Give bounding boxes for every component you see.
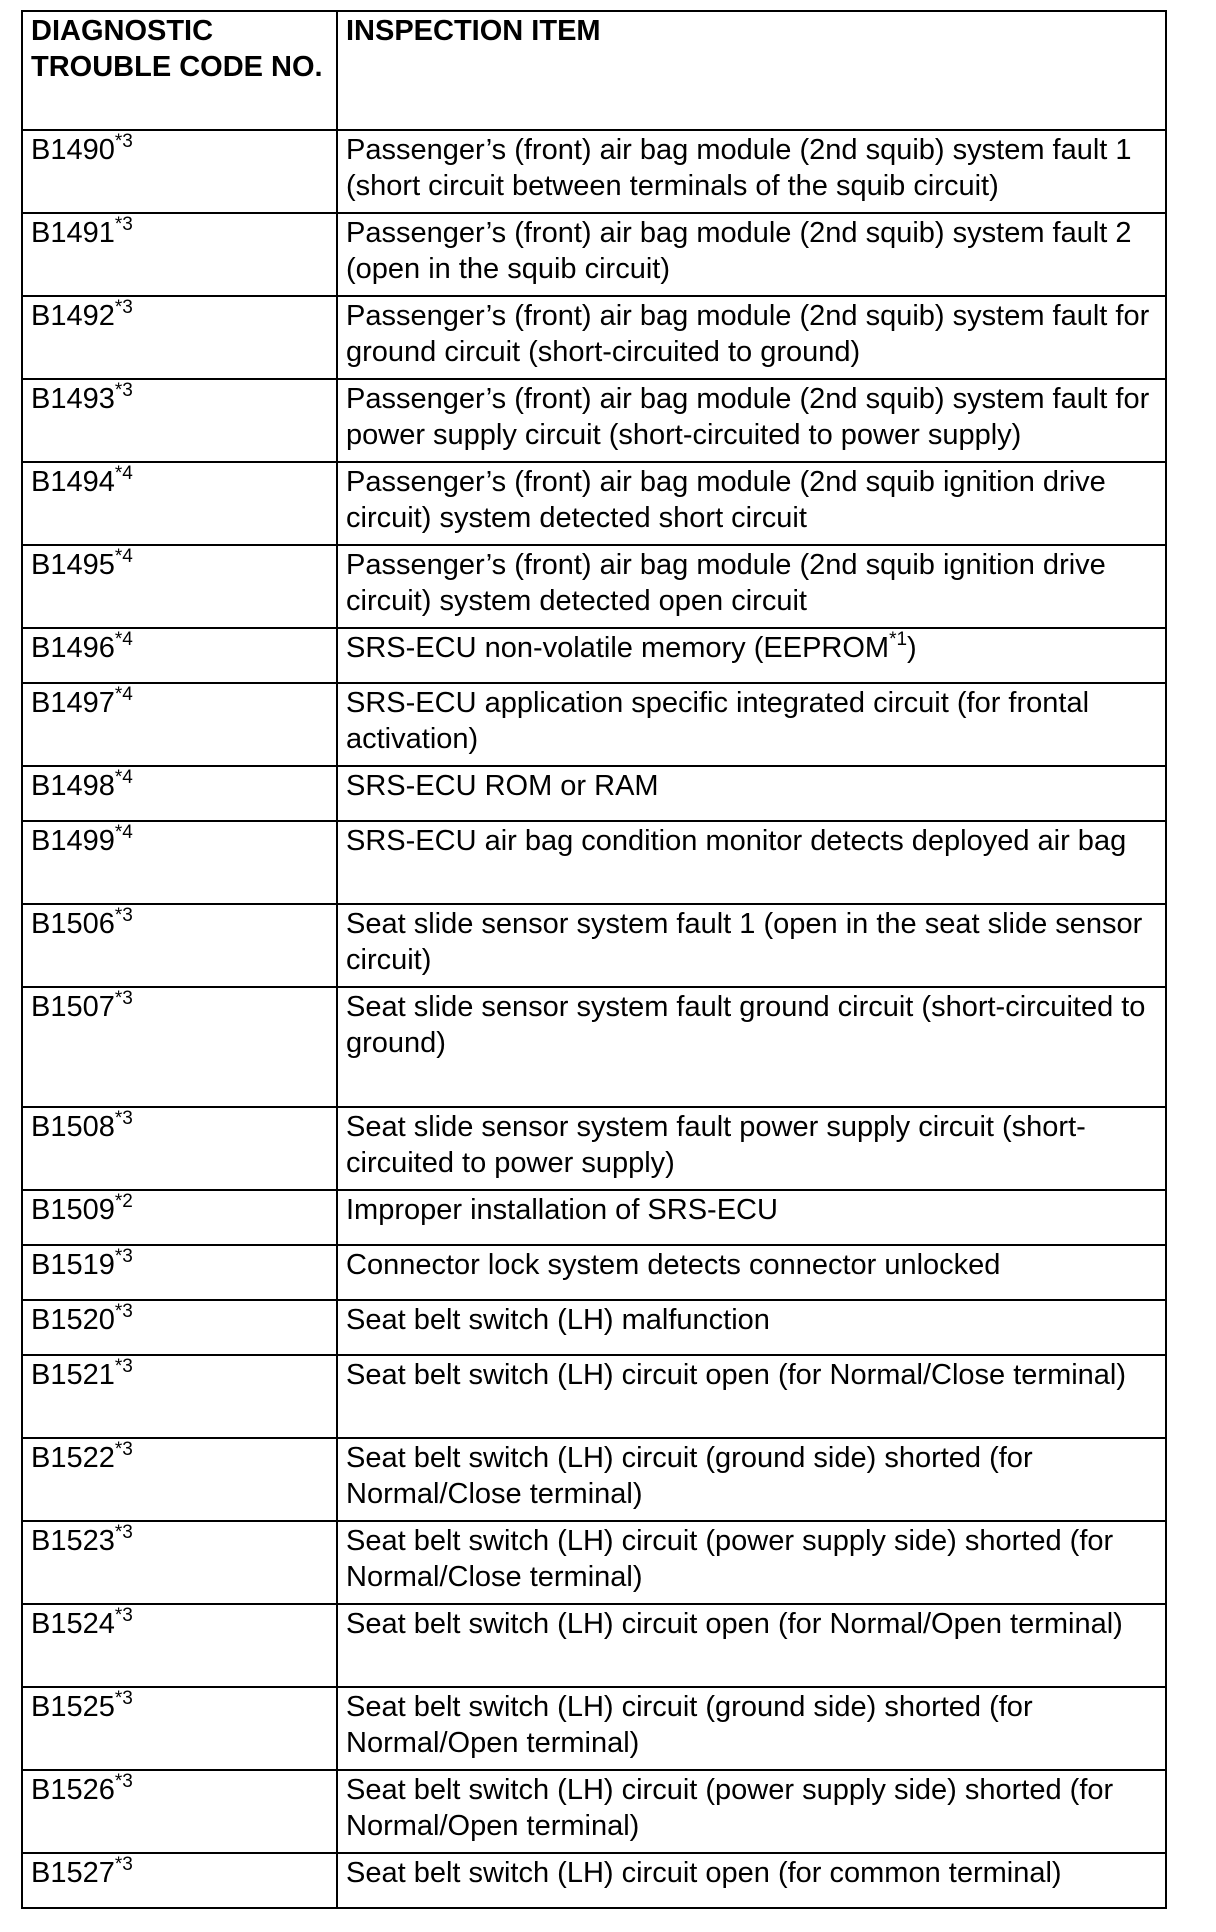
dtc-code: B1524 bbox=[31, 1608, 115, 1640]
inspection-item-cell bbox=[337, 379, 1166, 462]
inspection-item-cell bbox=[337, 130, 1166, 213]
inspection-item-cell bbox=[337, 1521, 1166, 1604]
table-row bbox=[22, 628, 1166, 683]
dtc-code-cell bbox=[22, 683, 337, 766]
dtc-code-cell bbox=[22, 628, 337, 683]
dtc-code: B1527 bbox=[31, 1857, 115, 1889]
dtc-code: B1526 bbox=[31, 1774, 115, 1806]
dtc-code: B1507 bbox=[31, 991, 115, 1023]
dtc-footnote-marker: *2 bbox=[114, 1191, 133, 1212]
inspection-item-text: Seat slide sensor system fault power supply circuit (short-circuited to power supply) bbox=[346, 1111, 1086, 1179]
table-row bbox=[22, 683, 1166, 766]
dtc-footnote-marker: *3 bbox=[114, 1439, 133, 1460]
header-code: DIAGNOSTIC TROUBLE CODE NO. bbox=[22, 11, 337, 130]
dtc-footnote-marker: *3 bbox=[114, 1356, 133, 1377]
dtc-footnote-marker: *3 bbox=[114, 1246, 133, 1267]
dtc-code-cell bbox=[22, 987, 337, 1107]
table-row bbox=[22, 766, 1166, 821]
inspection-item-cell bbox=[337, 296, 1166, 379]
table-row bbox=[22, 296, 1166, 379]
table-row bbox=[22, 545, 1166, 628]
dtc-footnote-marker: *3 bbox=[114, 214, 133, 235]
dtc-code-cell bbox=[22, 1107, 337, 1190]
dtc-code-cell bbox=[22, 130, 337, 213]
dtc-code: B1523 bbox=[31, 1525, 115, 1557]
inspection-item-text: Passenger’s (front) air bag module (2nd squib) system fault 1 (short circuit between terminals of the squib circuit) bbox=[346, 134, 1132, 202]
dtc-code-cell bbox=[22, 1770, 337, 1853]
dtc-footnote-marker: *3 bbox=[114, 297, 133, 318]
dtc-footnote-marker: *4 bbox=[114, 463, 133, 484]
dtc-code: B1492 bbox=[31, 300, 115, 332]
dtc-footnote-marker: *3 bbox=[114, 1854, 133, 1875]
dtc-code: B1509 bbox=[31, 1194, 115, 1226]
dtc-code: B1521 bbox=[31, 1359, 115, 1391]
inspection-item-cell bbox=[337, 987, 1166, 1107]
inspection-item-cell bbox=[337, 1107, 1166, 1190]
inspection-item-text: Improper installation of SRS-ECU bbox=[346, 1194, 778, 1226]
table-row bbox=[22, 1853, 1166, 1908]
table-row bbox=[22, 1107, 1166, 1190]
dtc-code: B1491 bbox=[31, 217, 115, 249]
dtc-footnote-marker: *3 bbox=[114, 1522, 133, 1543]
dtc-code: B1519 bbox=[31, 1249, 115, 1281]
table-row bbox=[22, 1300, 1166, 1355]
table-row bbox=[22, 1604, 1166, 1687]
dtc-code-cell bbox=[22, 766, 337, 821]
dtc-footnote-marker: *3 bbox=[114, 905, 133, 926]
dtc-code: B1506 bbox=[31, 908, 115, 940]
dtc-footnote-marker: *3 bbox=[114, 1605, 133, 1626]
table-row bbox=[22, 379, 1166, 462]
table-row bbox=[22, 213, 1166, 296]
inspection-item-cell bbox=[337, 1853, 1166, 1908]
dtc-footnote-marker: *3 bbox=[114, 988, 133, 1009]
dtc-code-cell bbox=[22, 379, 337, 462]
inspection-item-text: Passenger’s (front) air bag module (2nd squib) system fault for ground circuit (short-circuited to ground) bbox=[346, 300, 1150, 368]
inspection-item-cell bbox=[337, 213, 1166, 296]
inspection-item-text: Seat belt switch (LH) circuit (ground side) shorted (for Normal/Open terminal) bbox=[346, 1691, 1033, 1759]
table-row bbox=[22, 1190, 1166, 1245]
dtc-footnote-marker: *4 bbox=[114, 684, 133, 705]
dtc-code-cell bbox=[22, 462, 337, 545]
dtc-code: B1495 bbox=[31, 549, 115, 581]
inspection-item-cell bbox=[337, 821, 1166, 904]
table-row bbox=[22, 1355, 1166, 1438]
dtc-footnote-marker: *3 bbox=[114, 1108, 133, 1129]
table-header-row bbox=[22, 11, 1166, 130]
dtc-code: B1520 bbox=[31, 1304, 115, 1336]
dtc-code-cell bbox=[22, 821, 337, 904]
dtc-code: B1494 bbox=[31, 466, 115, 498]
inspection-item-cell bbox=[337, 1300, 1166, 1355]
inspection-item-text: SRS-ECU air bag condition monitor detects deployed air bag bbox=[346, 825, 1127, 857]
inspection-item-footnote-marker: *1 bbox=[889, 629, 908, 650]
dtc-footnote-marker: *3 bbox=[114, 131, 133, 152]
inspection-item-text: Passenger’s (front) air bag module (2nd squib) system fault 2 (open in the squib circuit) bbox=[346, 217, 1132, 285]
dtc-footnote-marker: *3 bbox=[114, 1771, 133, 1792]
inspection-item-text: Seat slide sensor system fault ground circuit (short-circuited to ground) bbox=[346, 991, 1146, 1059]
inspection-item-text: Seat belt switch (LH) circuit open (for Normal/Open terminal) bbox=[346, 1608, 1123, 1640]
dtc-code: B1497 bbox=[31, 687, 115, 719]
inspection-item-cell bbox=[337, 545, 1166, 628]
inspection-item-cell bbox=[337, 462, 1166, 545]
inspection-item-text: Seat belt switch (LH) circuit (ground side) shorted (for Normal/Close terminal) bbox=[346, 1442, 1033, 1510]
inspection-item-text: SRS-ECU application specific integrated circuit (for frontal activation) bbox=[346, 687, 1090, 755]
inspection-item-text: Passenger’s (front) air bag module (2nd squib ignition drive circuit) system detected short circuit bbox=[346, 466, 1106, 534]
dtc-code: B1496 bbox=[31, 632, 115, 664]
inspection-item-text: Passenger’s (front) air bag module (2nd squib ignition drive circuit) system detected open circuit bbox=[346, 549, 1106, 617]
dtc-code-cell bbox=[22, 545, 337, 628]
table-row bbox=[22, 1770, 1166, 1853]
dtc-footnote-marker: *4 bbox=[114, 822, 133, 843]
inspection-item-text: Seat belt switch (LH) circuit open (for Normal/Close terminal) bbox=[346, 1359, 1127, 1391]
table-row bbox=[22, 1438, 1166, 1521]
inspection-item-cell bbox=[337, 1687, 1166, 1770]
dtc-footnote-marker: *3 bbox=[114, 1688, 133, 1709]
dtc-code-cell bbox=[22, 1853, 337, 1908]
table-row bbox=[22, 462, 1166, 545]
inspection-item-text: Seat belt switch (LH) malfunction bbox=[346, 1304, 770, 1336]
inspection-item-text: Seat belt switch (LH) circuit (power supply side) shorted (for Normal/Close terminal) bbox=[346, 1525, 1114, 1593]
dtc-code-cell bbox=[22, 1687, 337, 1770]
inspection-item-text: Passenger’s (front) air bag module (2nd squib) system fault for power supply circuit (short-circuited to power supply) bbox=[346, 383, 1150, 451]
table-row bbox=[22, 1687, 1166, 1770]
table-row bbox=[22, 1521, 1166, 1604]
dtc-code-cell bbox=[22, 1521, 337, 1604]
dtc-code: B1525 bbox=[31, 1691, 115, 1723]
inspection-item-text: SRS-ECU ROM or RAM bbox=[346, 770, 659, 802]
dtc-code-cell bbox=[22, 296, 337, 379]
inspection-item-cell bbox=[337, 1245, 1166, 1300]
dtc-code-cell bbox=[22, 1604, 337, 1687]
inspection-item-cell bbox=[337, 1438, 1166, 1521]
inspection-item-text-tail: ) bbox=[907, 632, 917, 664]
inspection-item-text: Seat slide sensor system fault 1 (open in the seat slide sensor circuit) bbox=[346, 908, 1143, 976]
inspection-item-cell bbox=[337, 683, 1166, 766]
inspection-item-text: Connector lock system detects connector unlocked bbox=[346, 1249, 1001, 1281]
table-row bbox=[22, 130, 1166, 213]
dtc-code-cell bbox=[22, 1245, 337, 1300]
dtc-footnote-marker: *4 bbox=[114, 546, 133, 567]
inspection-item-cell bbox=[337, 904, 1166, 987]
table-row bbox=[22, 1245, 1166, 1300]
inspection-item-cell bbox=[337, 766, 1166, 821]
dtc-footnote-marker: *4 bbox=[114, 767, 133, 788]
table-row bbox=[22, 987, 1166, 1107]
inspection-item-cell bbox=[337, 628, 1166, 683]
dtc-code: B1508 bbox=[31, 1111, 115, 1143]
inspection-item-text: SRS-ECU non-volatile memory (EEPROM bbox=[346, 632, 890, 664]
dtc-code-cell bbox=[22, 904, 337, 987]
inspection-item-cell bbox=[337, 1355, 1166, 1438]
inspection-item-cell bbox=[337, 1770, 1166, 1853]
dtc-code: B1498 bbox=[31, 770, 115, 802]
dtc-table bbox=[21, 10, 1167, 1909]
table-row bbox=[22, 821, 1166, 904]
dtc-code: B1490 bbox=[31, 134, 115, 166]
inspection-item-cell bbox=[337, 1190, 1166, 1245]
dtc-footnote-marker: *3 bbox=[114, 1301, 133, 1322]
dtc-code-cell bbox=[22, 213, 337, 296]
inspection-item-cell bbox=[337, 1604, 1166, 1687]
dtc-footnote-marker: *4 bbox=[114, 629, 133, 650]
dtc-footnote-marker: *3 bbox=[114, 380, 133, 401]
dtc-code-cell bbox=[22, 1190, 337, 1245]
dtc-code-cell bbox=[22, 1300, 337, 1355]
dtc-code: B1522 bbox=[31, 1442, 115, 1474]
dtc-code-cell bbox=[22, 1438, 337, 1521]
table-body bbox=[22, 130, 1166, 1908]
table-row bbox=[22, 904, 1166, 987]
dtc-code-cell bbox=[22, 1355, 337, 1438]
header-inspection-item: INSPECTION ITEM bbox=[337, 11, 1166, 130]
dtc-code: B1493 bbox=[31, 383, 115, 415]
inspection-item-text: Seat belt switch (LH) circuit (power supply side) shorted (for Normal/Open terminal) bbox=[346, 1774, 1114, 1842]
inspection-item-text: Seat belt switch (LH) circuit open (for common terminal) bbox=[346, 1857, 1062, 1889]
dtc-code: B1499 bbox=[31, 825, 115, 857]
